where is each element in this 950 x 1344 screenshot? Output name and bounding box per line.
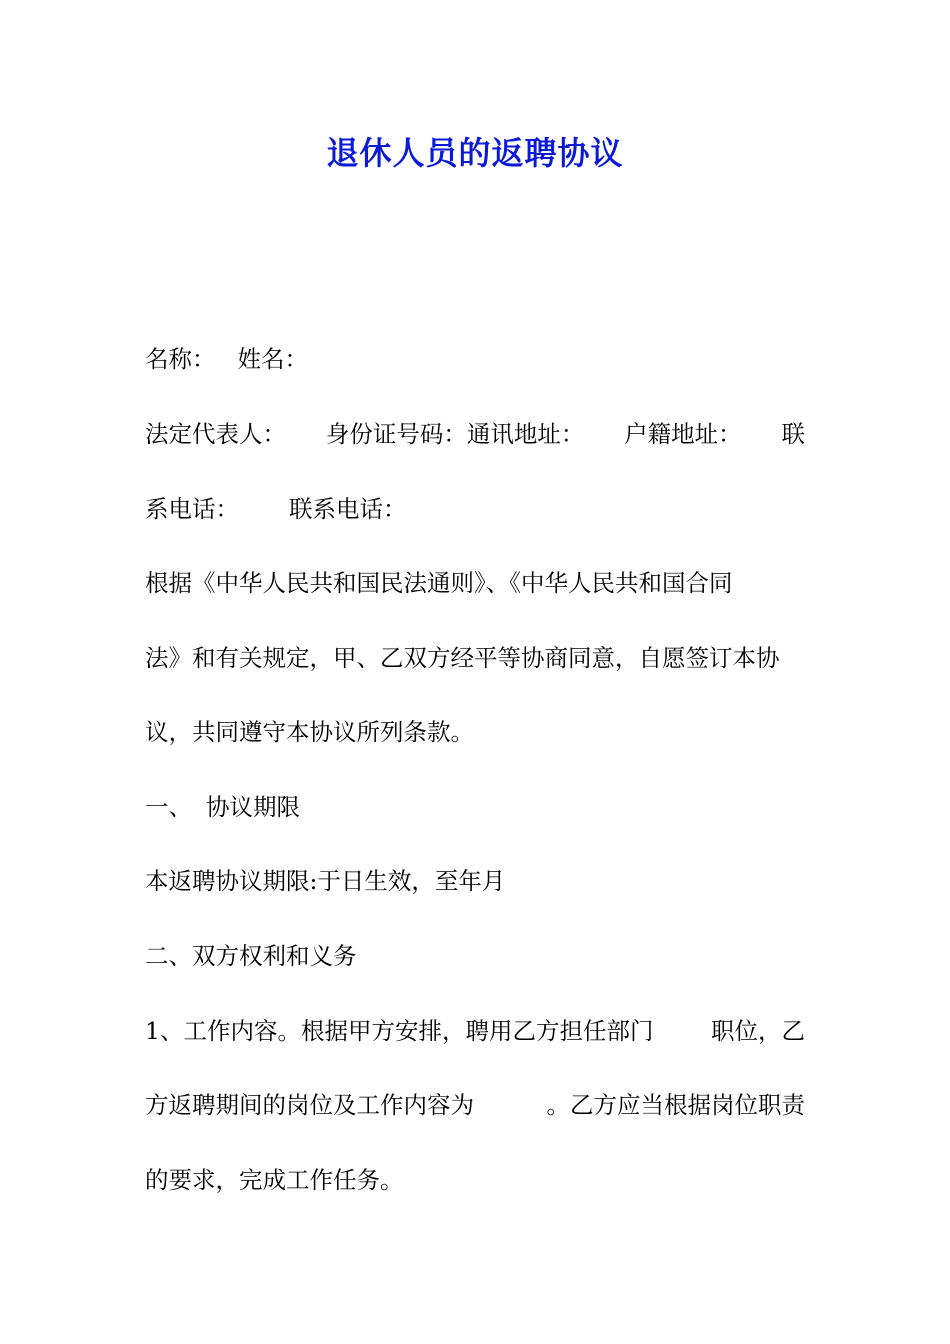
party-info-line xyxy=(145,339,805,379)
household-address-label: 户籍地址： xyxy=(624,420,742,448)
section-2-item-1-line-2 xyxy=(145,1085,805,1125)
legal-rep-label: 法定代表人： xyxy=(145,420,286,448)
contact-label-start: 联 xyxy=(781,420,805,448)
phone-label-1: 系电话： xyxy=(145,495,239,523)
phone-label-2: 联系电话： xyxy=(289,495,407,523)
preamble-line-1: 根据《中华人民共和国民法通则》、《中华人民共和国合同 xyxy=(145,569,733,597)
document-title: 退休人员的返聘协议 xyxy=(326,134,624,172)
item-1-text-b: 职位，乙 xyxy=(711,1017,805,1045)
item-1-text-a: 1、工作内容。根据甲方安排，聘用乙方担任部门 xyxy=(145,1017,654,1045)
name-label: 名称： xyxy=(145,345,216,373)
representative-line xyxy=(145,414,805,454)
preamble-line-2: 法》和有关规定，甲、乙双方经平等协商同意，自愿签订本协 xyxy=(145,644,780,672)
person-name-label: 姓名： xyxy=(237,345,308,373)
section-2-heading: 二、双方权利和义务 xyxy=(145,942,357,970)
preamble-line-3: 议，共同遵守本协议所列条款。 xyxy=(145,718,474,746)
section-1-number: 一、 xyxy=(145,793,192,821)
section-2-item-1-line-3: 的要求，完成工作任务。 xyxy=(145,1166,404,1194)
section-1-body: 本返聘协议期限:于日生效，至年月 xyxy=(145,867,506,895)
item-1-line-2-text-a: 方返聘期间的岗位及工作内容为 xyxy=(145,1091,474,1119)
section-1-heading xyxy=(145,787,805,827)
phone-line xyxy=(145,489,805,529)
section-1-title: 协议期限 xyxy=(206,793,300,821)
item-1-line-2-text-b: 。乙方应当根据岗位职责 xyxy=(546,1091,805,1119)
section-2-item-1-line-1 xyxy=(145,1011,805,1051)
id-address-label: 身份证号码：通讯地址： xyxy=(325,420,585,448)
